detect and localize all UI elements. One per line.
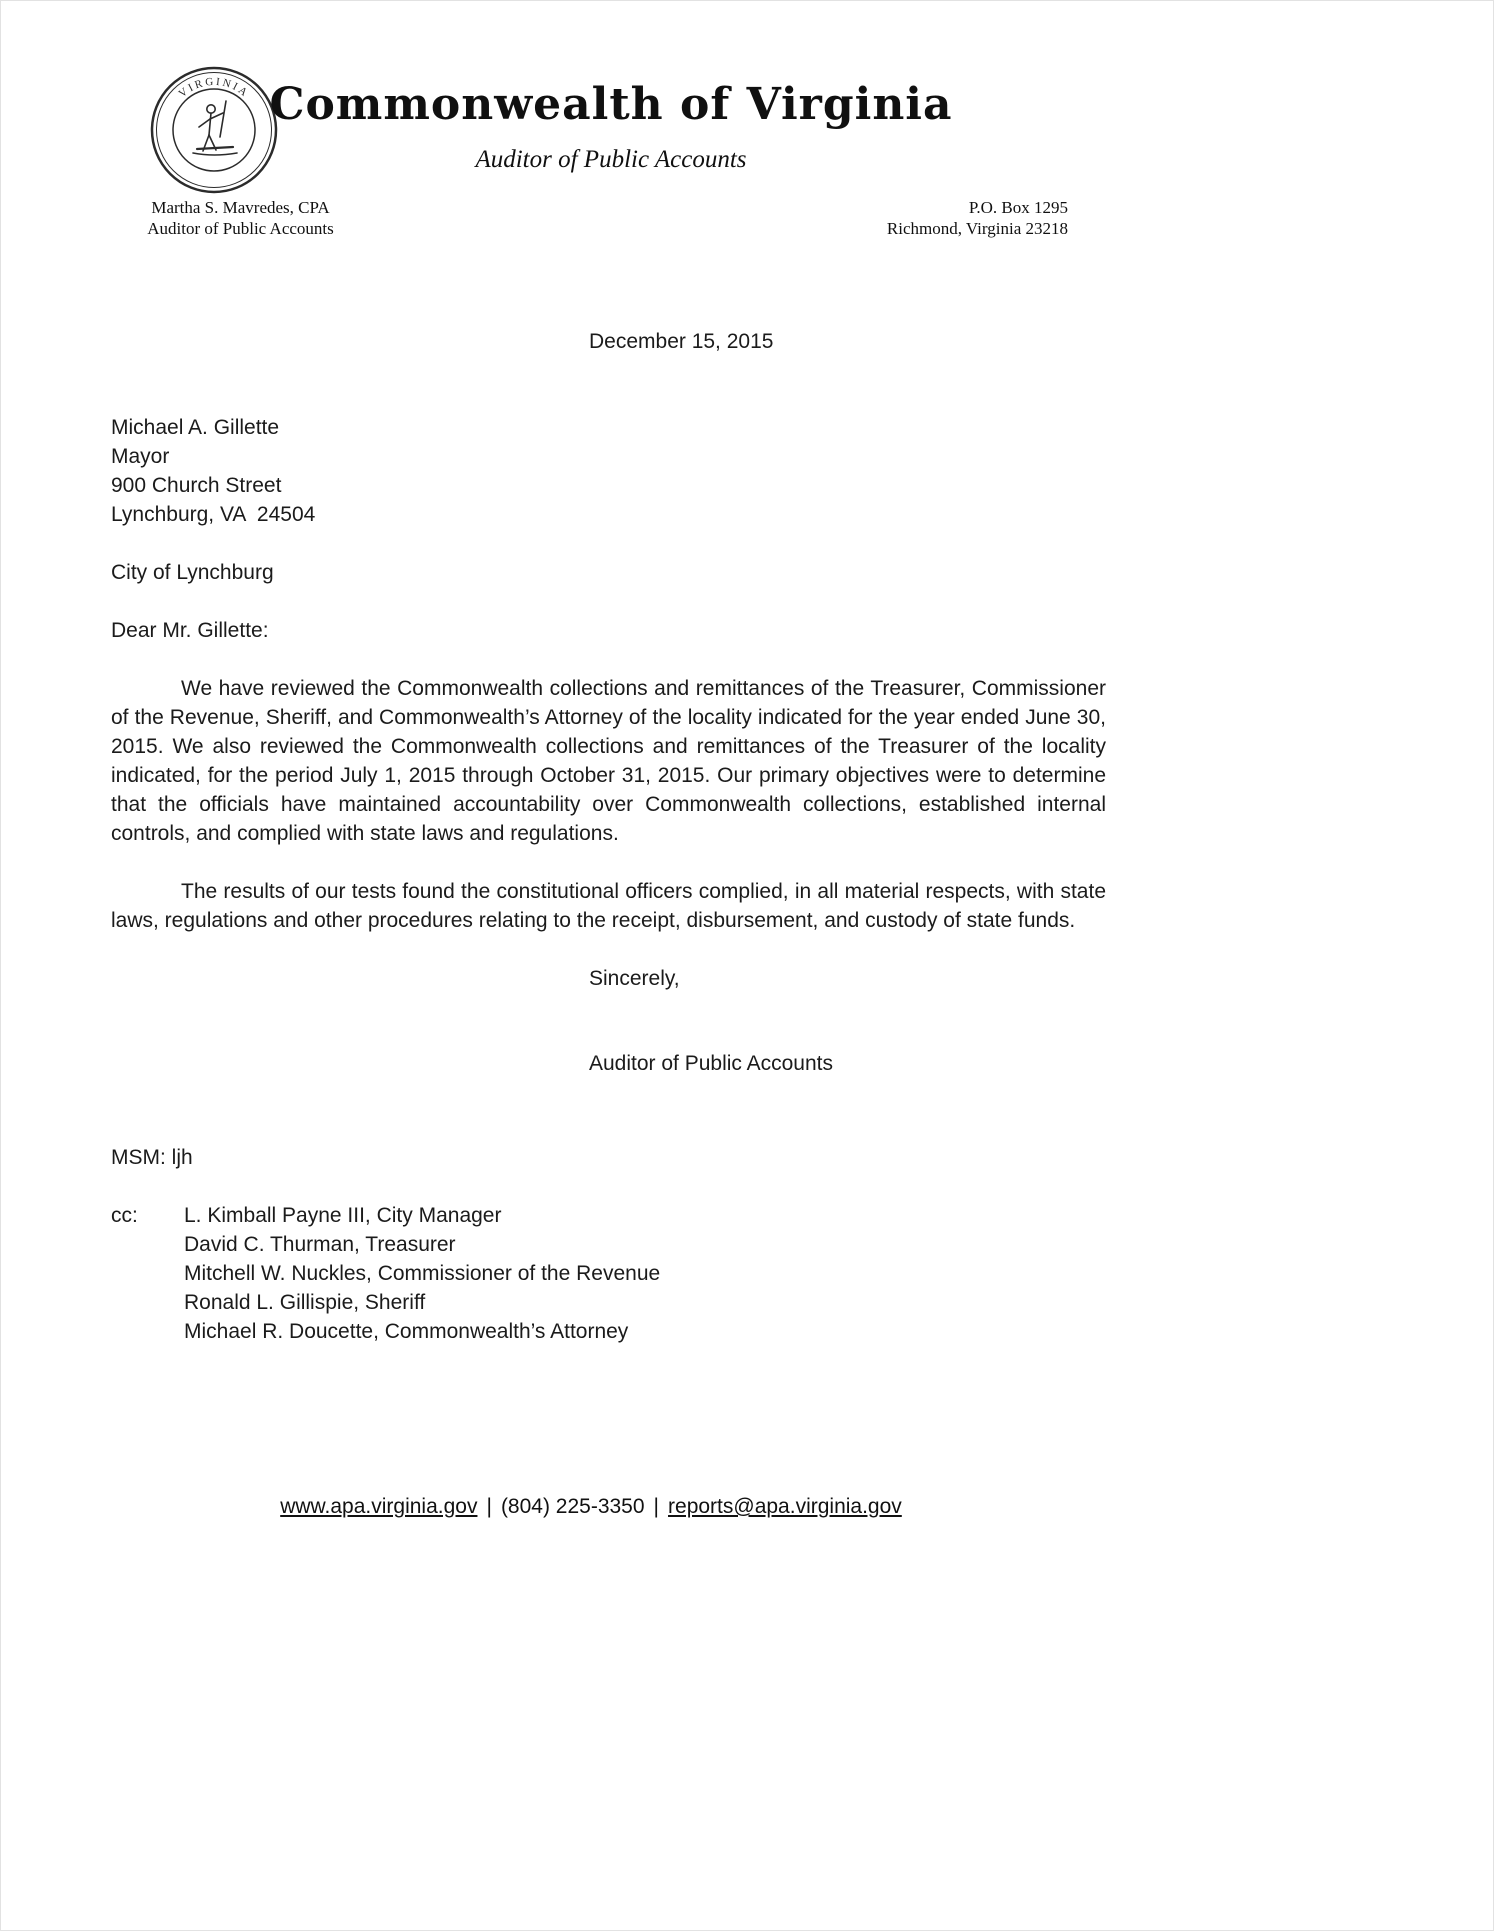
closing: Sincerely, (589, 967, 680, 990)
cc-block (111, 1201, 1106, 1346)
recipient-block (111, 413, 1106, 529)
apa-address-block (887, 197, 1068, 239)
cc-entry: David C. Thurman, Treasurer (184, 1233, 456, 1256)
paragraph-1: We have reviewed the Commonwealth collections and remittances of the Treasurer, Commissioner of the Revenue, Sheriff, and Commonwealth’s Attorney of the locality indicated for the year ended June 30, 2015. We also reviewed the Commonwealth collections and remittances of the Treasurer of the locality indicated, for the period July 1, 2015 through October 31, 2015. Our primary objectives were to determine that the officials have maintained accountability over Commonwealth collections, established internal controls, and complied with state laws and regulations. (111, 677, 1106, 845)
org-subtitle: Auditor of Public Accounts (475, 146, 747, 173)
salutation: Dear Mr. Gillette: (111, 619, 269, 642)
cc-entry: Michael R. Doucette, Commonwealth’s Attorney (184, 1320, 629, 1343)
email-link[interactable]: reports@apa.virginia.gov (668, 1495, 902, 1518)
page-footer (111, 1495, 1071, 1519)
cc-list (184, 1201, 660, 1346)
recipient-name: Michael A. Gillette (111, 416, 280, 439)
letter-date: December 15, 2015 (589, 330, 774, 353)
cc-entry: L. Kimball Payne III, City Manager (184, 1204, 502, 1227)
phone-number: (804) 225-3350 (500, 1495, 645, 1518)
seal-arc-text: VIRGINIA (176, 75, 252, 101)
city-state-zip: Richmond, Virginia 23218 (886, 219, 1068, 238)
cc-entry: Mitchell W. Nuckles, Commissioner of the Revenue (184, 1262, 661, 1285)
paragraph-2: The results of our tests found the constitutional officers complied, in all material respects, with state laws, regulations and other procedures relating to the receipt, disbursement, and custody of state funds. (111, 880, 1106, 932)
reference-initials: MSM: ljh (111, 1146, 193, 1169)
footer-separator: | (653, 1495, 660, 1518)
org-title-block (111, 79, 1111, 174)
recipient-title: Mayor (111, 445, 170, 468)
recipient-street: 900 Church Street (111, 474, 282, 497)
cc-label: cc: (111, 1204, 138, 1227)
website-link[interactable]: www.apa.virginia.gov (280, 1495, 478, 1518)
locality: City of Lynchburg (111, 561, 274, 584)
official-title: Auditor of Public Accounts (147, 219, 334, 238)
official-name: Martha S. Mavredes, CPA (151, 198, 330, 217)
po-box: P.O. Box 1295 (968, 198, 1068, 217)
recipient-city-state-zip: Lynchburg, VA 24504 (111, 503, 316, 526)
letter-body (111, 327, 1106, 1346)
org-title: Commonwealth of Virginia (269, 79, 953, 130)
signature-title: Auditor of Public Accounts (589, 1052, 833, 1075)
official-block (133, 197, 348, 239)
cc-entry: Ronald L. Gillispie, Sheriff (184, 1291, 426, 1314)
footer-separator: | (486, 1495, 492, 1518)
